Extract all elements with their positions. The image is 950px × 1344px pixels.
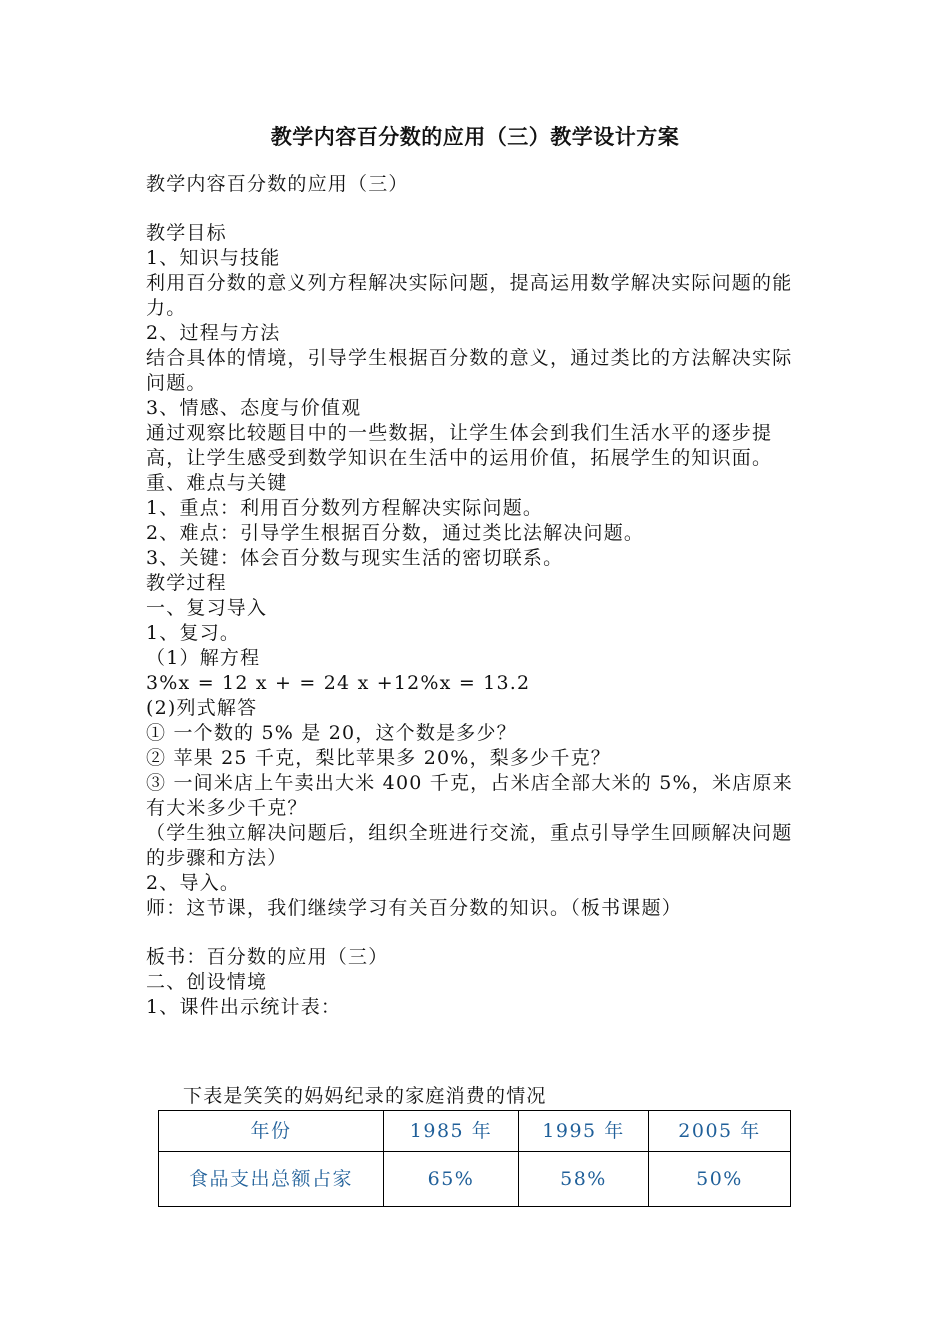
table-header-cell: 年份 [159, 1111, 384, 1152]
exercise-item: ③ 一间米店上午卖出大米 400 千克，占米店全部大米的 5%，米店原来有大米多少千克？ [146, 772, 793, 819]
list-item: 2、导入。 [146, 872, 241, 894]
table-cell: 58% [519, 1152, 649, 1207]
list-item: 1、课件出示统计表： [146, 996, 342, 1018]
exercise-item: ② 苹果 25 千克，梨比苹果多 20%，梨多少千克？ [146, 747, 611, 769]
subheading-review: 一、复习导入 [146, 597, 268, 619]
table-header-cell: 1995 年 [519, 1111, 649, 1152]
section-heading-process: 教学过程 [146, 572, 227, 594]
list-item: 2、难点：引导学生根据百分数，通过类比法解决问题。 [146, 522, 645, 544]
document-title: 教学内容百分数的应用（三）教学设计方案 [270, 125, 680, 149]
paragraph: 通过观察比较题目中的一些数据，让学生体会到我们生活水平的逐步提高，让学生感受到数学知识在生活中的运用价值，拓展学生的知识面。 [146, 422, 773, 469]
spacer [146, 921, 810, 945]
subheading-knowledge-skills: 1、知识与技能 [146, 247, 281, 269]
section-heading-objectives: 教学目标 [146, 222, 227, 244]
table-header-cell: 1985 年 [384, 1111, 519, 1152]
paragraph: 师：这节课，我们继续学习有关百分数的知识。（板书课题） [146, 897, 682, 919]
paragraph: 利用百分数的意义列方程解决实际问题，提高运用数学解决实际问题的能力。 [146, 272, 793, 319]
exercise-item: ① 一个数的 5% 是 20，这个数是多少？ [146, 722, 517, 744]
list-item: 1、重点：利用百分数列方程解决实际问题。 [146, 497, 544, 519]
table-row [159, 1152, 791, 1207]
consumption-table [158, 1110, 791, 1207]
table-header-cell: 2005 年 [649, 1111, 791, 1152]
board-writing-line: 板书：百分数的应用（三） [146, 946, 389, 968]
equation-line: 3%x = 12 x + = 24 x +12%x = 13.2 [146, 672, 531, 694]
paragraph: （学生独立解决问题后，组织全班进行交流，重点引导学生回顾解决问题的步骤和方法） [146, 822, 793, 869]
document-body [146, 172, 810, 1020]
spacer [146, 197, 810, 221]
list-item: 1、复习。 [146, 622, 241, 644]
section-heading-key-points: 重、难点与关键 [146, 472, 288, 494]
table-cell: 50% [649, 1152, 791, 1207]
subheading-emotion-values: 3、情感、态度与价值观 [146, 397, 362, 419]
table-cell: 65% [384, 1152, 519, 1207]
list-item: (2)列式解答 [146, 697, 258, 719]
table-caption: 下表是笑笑的妈妈纪录的家庭消费的情况 [183, 1085, 547, 1107]
subheading-process-method: 2、过程与方法 [146, 322, 281, 344]
subheading-scenario: 二、创设情境 [146, 971, 268, 993]
table-header-row [159, 1111, 791, 1152]
lesson-content-line: 教学内容百分数的应用（三） [146, 173, 409, 195]
table-cell: 食品支出总额占家 [159, 1152, 384, 1207]
paragraph: 结合具体的情境，引导学生根据百分数的意义，通过类比的方法解决实际问题。 [146, 347, 793, 394]
list-item: 3、关键：体会百分数与现实生活的密切联系。 [146, 547, 564, 569]
list-item: （1）解方程 [146, 647, 261, 669]
